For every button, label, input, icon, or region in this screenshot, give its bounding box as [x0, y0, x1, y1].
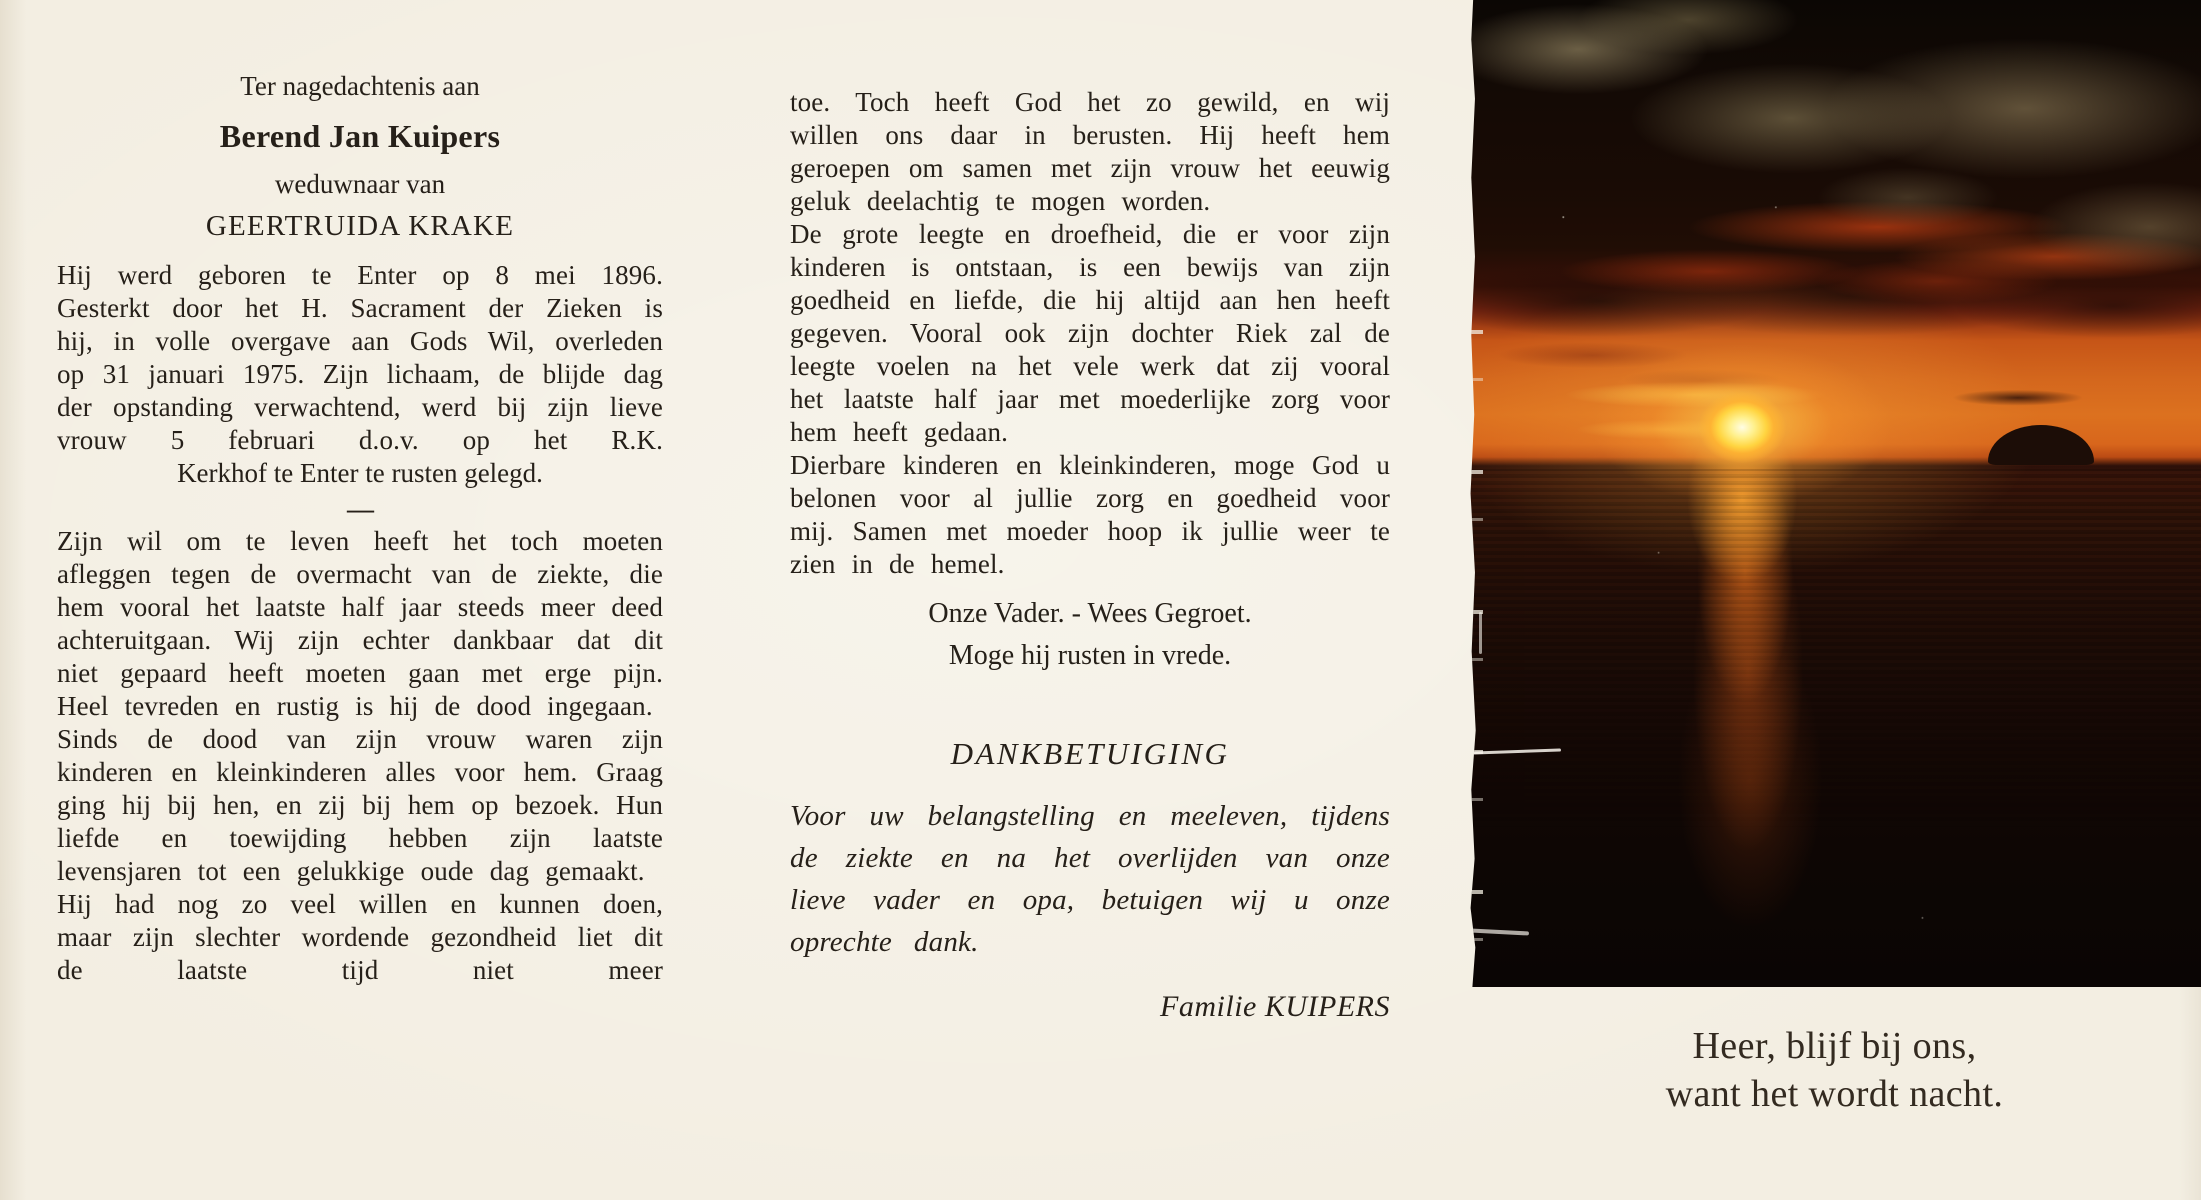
deceased-name: Berend Jan Kuipers [219, 118, 501, 154]
left-page-column [57, 68, 663, 987]
family-paragraph: Sinds de dood van zijn vrouw waren zijn kinderen en kleinkinderen alles voor hem. Graag ging hij bij hen, en zij bij hem op bezoek. Hun liefde en toewijding hebben zijn laatste levensjaren tot een gelukkige oude dag gemaakt. [57, 724, 663, 886]
sunset-sea-photo [1468, 0, 2201, 987]
island-silhouette [1988, 425, 2094, 465]
health-paragraph: Hij had nog zo veel willen en kunnen doen, maar zijn slechter wordende gezondheid liet dit de laatste tijd niet meer [57, 889, 663, 985]
prayer-line-1: Onze Vader. - Wees Gegroet. [928, 598, 1252, 629]
acknowledgement-text: Voor uw belangstelling en meeleven, tijdens de ziekte en na het overlijden van onze lieve vader en opa, betuigen wij u onze oprechte dank. [790, 800, 1390, 958]
acknowledgement-title: DANKBETUIGING [950, 736, 1230, 771]
spouse-name: GEERTRUIDA KRAKE [205, 210, 515, 242]
family-signature: Familie KUIPERS [1160, 990, 1390, 1023]
photo-caption [1468, 1022, 2201, 1118]
caption-line-1: Heer, blijf bij ons, [1692, 1025, 1977, 1067]
gods-will-paragraph: toe. Toch heeft God het zo gewild, en wij willen ons daar in berusten. Hij heeft hem geroepen om samen met zijn vrouw het eeuwig geluk deelachtig te mogen worden. [790, 87, 1390, 216]
grief-paragraph: De grote leegte en droefheid, die er voor zijn kinderen is ontstaan, is een bewijs van zijn goedheid en liefde, die hij altijd aan hen heeft gegeven. Vooral ook zijn dochter Riek zal de leegte voelen na het vele werk dat zij vooral het laatste half jaar met moederlijke zorg voor hem heeft gedaan. [790, 219, 1390, 447]
prayer-line-2: Moge hij rusten in vrede. [948, 640, 1232, 671]
illness-paragraph: Zijn wil om te leven heeft het toch moeten afleggen tegen de overmacht van de ziekte, die hem vooral het laatste half jaar steeds meer deed achteruitgaan. Wij zijn echter dankbaar dat dit niet gepaard heeft moeten gaan met erge pijn. Heel tevreden en rustig is hij de dood ingegaan. [57, 526, 663, 721]
biography-paragraph-last-line: Kerkhof te Enter te rusten gelegd. [177, 458, 543, 488]
relation-label: weduwnaar van [274, 169, 446, 199]
memorial-intro: Ter nagedachtenis aan [240, 71, 480, 101]
section-divider: — [347, 494, 373, 524]
middle-page-column [790, 86, 1390, 1025]
caption-line-2: want het wordt nacht. [1665, 1073, 2004, 1115]
biography-paragraph: Hij werd geboren te Enter op 8 mei 1896. Gesterkt door het H. Sacrament der Zieken is hij, in volle overgave aan Gods Wil, overleden op 31 januari 1975. Zijn lichaam, de blijde dag der opstanding verwachtend, werd bij zijn lieve vrouw 5 februari d.o.v. op het R.K. [57, 260, 663, 455]
sea-ripples [1468, 469, 2201, 834]
farewell-paragraph: Dierbare kinderen en kleinkinderen, moge God u belonen voor al jullie zorg en goedheid voor mij. Samen met moeder hoop ik jullie weer te zien in de hemel. [790, 450, 1390, 579]
scratch-mark [1479, 612, 1482, 654]
